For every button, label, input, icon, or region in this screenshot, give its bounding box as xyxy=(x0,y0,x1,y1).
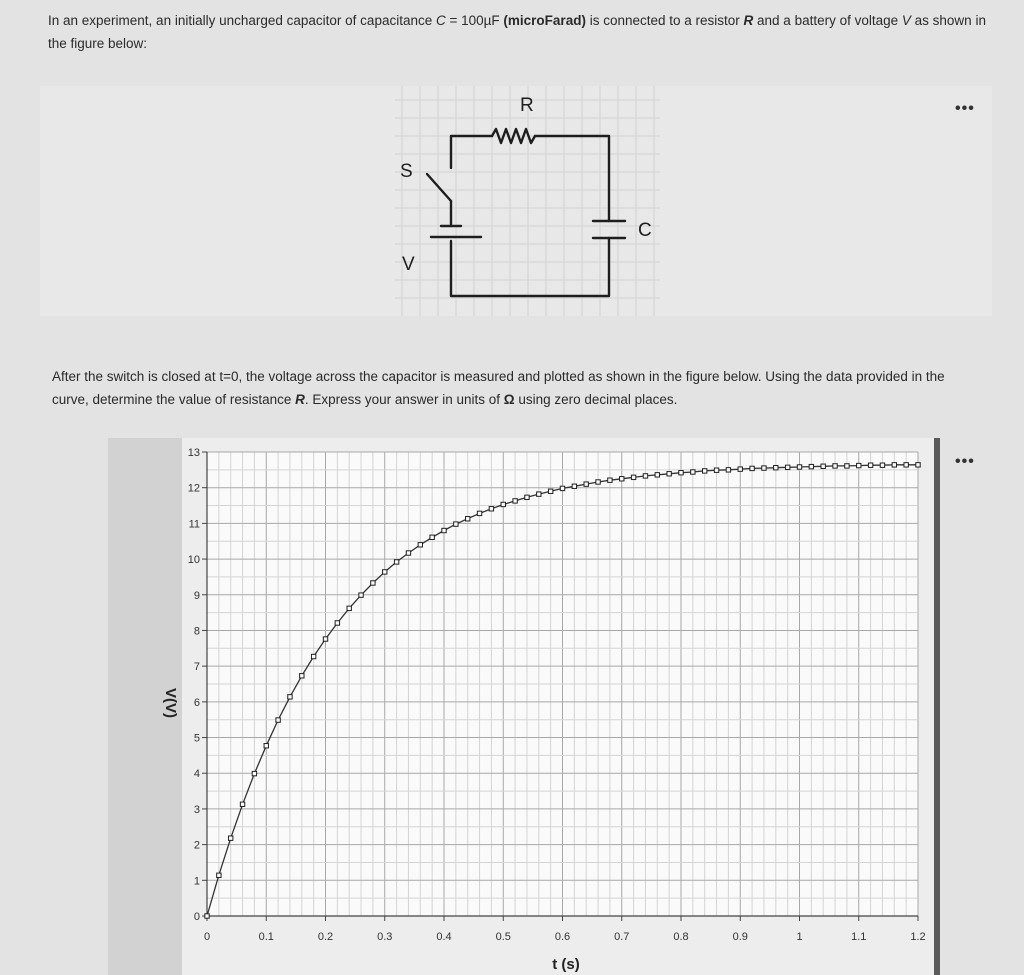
y-tick-label: 4 xyxy=(193,768,200,781)
data-point xyxy=(300,674,304,678)
data-point xyxy=(857,463,861,467)
data-point xyxy=(311,654,315,658)
data-point xyxy=(643,474,647,478)
y-axis-ticks xyxy=(188,447,207,923)
data-point xyxy=(442,528,446,532)
y-tick-label: 1 xyxy=(193,875,200,888)
data-point xyxy=(809,464,813,468)
circuit-figure xyxy=(40,86,992,316)
data-point xyxy=(371,581,375,585)
switch-lever xyxy=(427,174,451,201)
data-point xyxy=(892,463,896,467)
data-point xyxy=(347,606,351,610)
intro-paragraph: In an experiment, an initially uncharged capacitor of capacitance C = 100µF (microFarad) is connected to a resistor R and a battery of voltage V as shown in the figure below: xyxy=(48,13,986,51)
y-tick-label: 13 xyxy=(187,447,200,459)
more-options-button[interactable]: ••• xyxy=(955,100,975,117)
data-point xyxy=(513,499,517,503)
y-tick-label: 8 xyxy=(193,625,200,638)
y-tick-label: 10 xyxy=(187,554,200,567)
y-axis-label: V(V) xyxy=(162,688,179,718)
data-point xyxy=(845,464,849,468)
x-tick-label: 1.1 xyxy=(851,931,867,943)
x-tick-label: 0.2 xyxy=(317,931,334,943)
wire-bottom xyxy=(451,238,609,296)
data-point xyxy=(454,522,458,526)
label-v: V xyxy=(402,254,415,275)
data-point xyxy=(525,495,529,499)
y-tick-label: 12 xyxy=(187,482,200,495)
more-options-button-chart[interactable]: ••• xyxy=(955,453,975,470)
data-point xyxy=(762,466,766,470)
data-point xyxy=(797,465,801,469)
chart-grid xyxy=(207,452,918,916)
data-point xyxy=(383,570,387,574)
data-point xyxy=(774,466,778,470)
data-point xyxy=(466,517,470,521)
data-point xyxy=(572,484,576,488)
x-tick-label: 0.4 xyxy=(436,931,452,943)
x-tick-label: 0 xyxy=(203,931,211,943)
x-tick-label: 0.3 xyxy=(377,931,393,943)
x-tick-label: 0.9 xyxy=(732,931,748,943)
data-point xyxy=(276,718,280,722)
chart-right-border xyxy=(934,438,940,975)
data-point xyxy=(288,695,292,699)
y-tick-label: 9 xyxy=(193,589,200,602)
data-point xyxy=(489,507,493,511)
data-point xyxy=(430,535,434,539)
y-tick-label: 5 xyxy=(193,732,200,745)
data-point xyxy=(631,475,635,479)
data-point xyxy=(904,463,908,467)
data-point xyxy=(537,492,541,496)
wire-top xyxy=(451,136,492,168)
circuit-grid xyxy=(395,86,660,316)
x-tick-label: 0.1 xyxy=(258,931,274,943)
y-tick-label: 6 xyxy=(193,696,200,709)
data-point xyxy=(240,802,244,806)
data-point xyxy=(596,480,600,484)
data-point xyxy=(501,502,505,506)
data-point xyxy=(868,463,872,467)
data-point xyxy=(323,637,327,641)
y-tick-label: 0 xyxy=(193,911,200,923)
x-tick-label: 0.5 xyxy=(495,931,511,943)
y-tick-label: 2 xyxy=(193,839,200,852)
data-point xyxy=(667,472,671,476)
data-point xyxy=(406,551,410,555)
data-point xyxy=(359,593,363,597)
data-point xyxy=(608,478,612,482)
data-point xyxy=(691,470,695,474)
data-point xyxy=(785,465,789,469)
x-axis-label: t (s) xyxy=(552,956,580,973)
label-s: S xyxy=(400,161,413,182)
data-point xyxy=(229,836,233,840)
y-tick-label: 7 xyxy=(193,661,200,674)
data-point xyxy=(477,511,481,515)
x-tick-label: 1.2 xyxy=(910,931,926,943)
data-point xyxy=(821,464,825,468)
label-r: R xyxy=(520,95,534,116)
x-tick-label: 0.8 xyxy=(673,931,689,943)
label-c: C xyxy=(638,220,652,241)
data-point xyxy=(738,467,742,471)
x-axis-ticks xyxy=(204,916,926,943)
data-point xyxy=(916,463,920,467)
data-point xyxy=(679,471,683,475)
data-point xyxy=(264,744,268,748)
data-point xyxy=(217,873,221,877)
data-point xyxy=(880,463,884,467)
y-tick-label: 11 xyxy=(188,518,200,531)
data-point xyxy=(418,543,422,547)
data-point xyxy=(703,469,707,473)
data-point xyxy=(620,477,624,481)
data-point xyxy=(560,486,564,490)
data-point xyxy=(252,771,256,775)
data-point xyxy=(205,914,209,918)
x-tick-label: 0.7 xyxy=(614,931,630,943)
x-tick-label: 0.6 xyxy=(554,931,571,943)
data-point xyxy=(548,489,552,493)
data-point xyxy=(394,560,398,564)
data-point xyxy=(714,468,718,472)
data-point xyxy=(584,482,588,486)
data-point xyxy=(750,466,754,470)
y-tick-label: 3 xyxy=(193,803,200,816)
data-point xyxy=(655,473,659,477)
resistor-symbol xyxy=(492,129,535,143)
data-point xyxy=(726,468,730,472)
x-tick-label: 1 xyxy=(796,931,803,943)
data-point xyxy=(833,464,837,468)
voltage-time-chart xyxy=(108,438,940,975)
data-point xyxy=(335,621,339,625)
question-paragraph: After the switch is closed at t=0, the voltage across the capacitor is measured and plotted as shown in the figure below. Using the data provided in the curve, determine the value of resistance R. Express your answer in units of Ω using zero decimal places. xyxy=(52,369,945,407)
